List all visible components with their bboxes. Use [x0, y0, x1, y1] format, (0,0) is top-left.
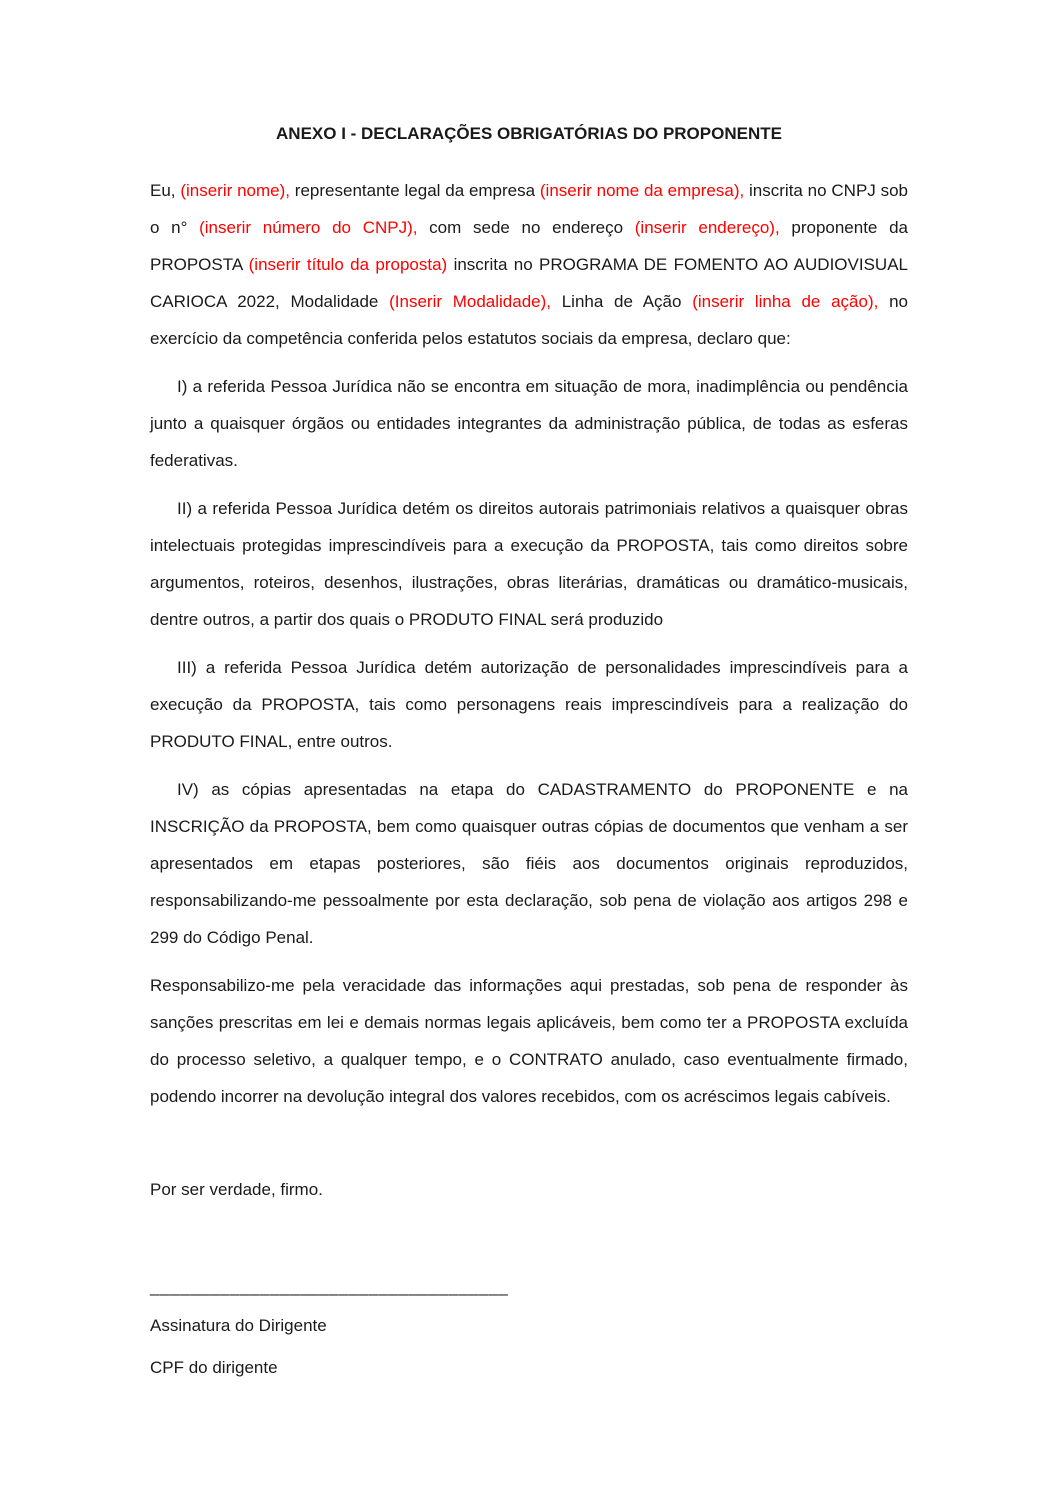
intro-text: Linha de Ação [551, 292, 693, 311]
intro-text: proponente da PROPOSTA [150, 218, 908, 274]
placeholder-insert-name: (inserir nome), [180, 181, 290, 200]
placeholder-insert-cnpj-number: (inserir número do CNPJ), [199, 218, 418, 237]
declaration-item-4: IV) as cópias apresentadas na etapa do CADASTRAMENTO do PROPONENTE e na INSCRIÇÃO da PROPOSTA, bem como quaisquer outras cópias de documentos que venham a ser apresentados em etapas posteriores, são fiéis aos documentos originais reproduzidos, responsabilizando-me pessoalmente por esta declaração, sob pena de violação aos artigos 298 e 299 do Código Penal. [150, 780, 908, 947]
intro-text: Eu, [150, 181, 181, 200]
affirmation-text: Por ser verdade, firmo. [150, 1180, 323, 1199]
declaration-item-2: II) a referida Pessoa Jurídica detém os direitos autorais patrimoniais relativos a quaisquer obras intelectuais protegidas imprescindíveis para a execução da PROPOSTA, tais como direitos sobre argumentos, roteiros, desenhos, ilustrações, obras literárias, dramáticas ou dramático-musicais, dentre outros, a partir dos quais o PRODUTO FINAL será produzido [150, 499, 908, 629]
signature-cpf-label: CPF do dirigente [150, 1358, 278, 1377]
intro-text: representante legal da empresa [290, 181, 540, 200]
intro-text: inscrita no CNPJ sob o n° [150, 181, 908, 237]
intro-text: no exercício da competência conferida pelos estatutos sociais da empresa, declaro que: [150, 292, 908, 348]
declaration-item-1: I) a referida Pessoa Jurídica não se encontra em situação de mora, inadimplência ou pendência junto a quaisquer órgãos ou entidades integrantes da administração pública, de todas as esferas federativas. [150, 377, 908, 470]
paragraph-closing: Responsabilizo-me pela veracidade das informações aqui prestadas, sob pena de responder às sanções prescritas em lei e demais normas legais aplicáveis, bem como ter a PROPOSTA excluída do processo seletivo, a qualquer tempo, e o CONTRATO anulado, caso eventualmente firmado, podendo incorrer na devolução integral dos valores recebidos, com os acréscimos legais cabíveis. [150, 976, 908, 1106]
signature-label: Assinatura do Dirigente [150, 1316, 327, 1335]
placeholder-insert-address: (inserir endereço), [634, 218, 780, 237]
signature-line: ____________________________________ [150, 1277, 509, 1296]
placeholder-insert-company-name: (inserir nome da empresa), [539, 181, 745, 200]
placeholder-insert-proposal-title: (inserir título da proposta) [248, 255, 448, 274]
declaration-item-3: III) a referida Pessoa Jurídica detém autorização de personalidades imprescindíveis para a execução da PROPOSTA, tais como personagens reais imprescindíveis para a realização do PRODUTO FINAL, entre outros. [150, 658, 908, 751]
document-title: ANEXO I - DECLARAÇÕES OBRIGATÓRIAS DO PROPONENTE [276, 124, 782, 143]
intro-text: com sede no endereço [417, 218, 635, 237]
paragraph-intro [150, 172, 908, 357]
placeholder-insert-action-line: (inserir linha de ação), [692, 292, 879, 311]
placeholder-insert-modality: (Inserir Modalidade), [389, 292, 551, 311]
intro-text: inscrita no PROGRAMA DE FOMENTO AO AUDIOVISUAL CARIOCA 2022, Modalidade [150, 255, 908, 311]
